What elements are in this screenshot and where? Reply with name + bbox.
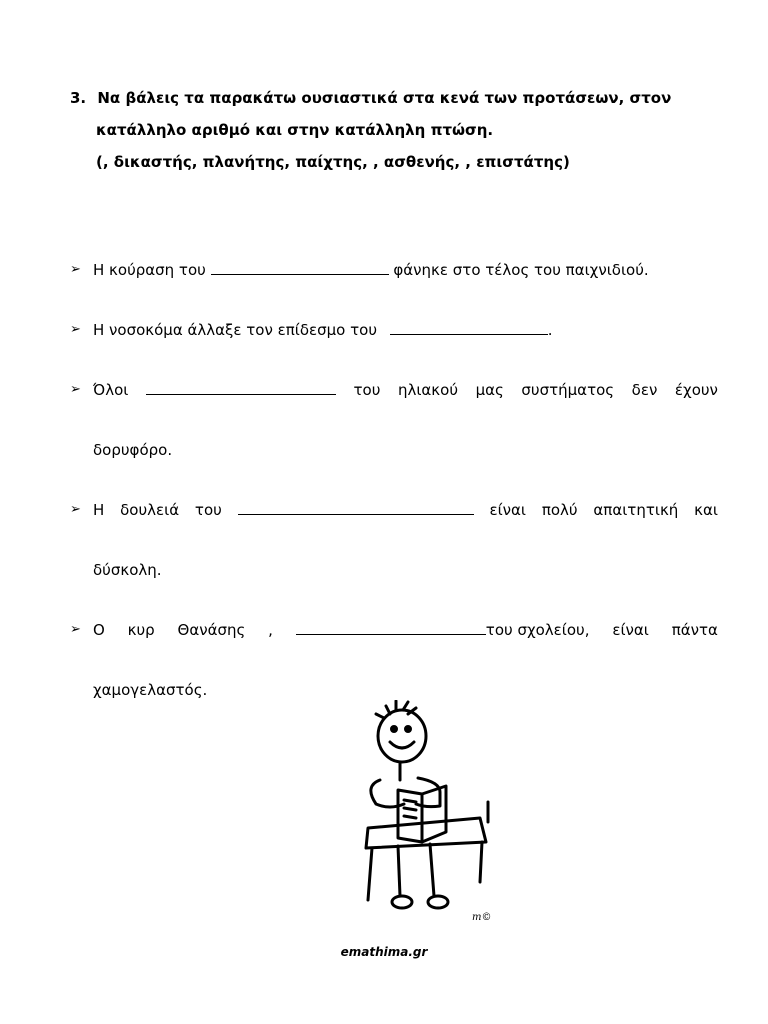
instruction-line-2: κατάλληλο αριθμό και στην κατάλληλη πτώση. (96, 121, 494, 139)
sentence-item-5: ➢ Ο κυρ Θανάσης , του σχολείου, είναι πάντα χαμογελαστός. (70, 621, 718, 699)
boy-reading-illustration (350, 700, 510, 932)
sentence-item-4: ➢ Η δουλειά του είναι πολύ απαιτητική και δύσκολη. (70, 501, 718, 579)
answer-blank[interactable] (211, 260, 389, 275)
arrow-bullet-icon: ➢ (70, 382, 81, 397)
answer-blank[interactable] (390, 320, 548, 335)
sentence-item-3: ➢ Όλοι του ηλιακού μας συστήματος δεν έχουν δορυφόρο. (70, 381, 718, 459)
word-list: (, δικαστής, πλανήτης, παίχτης, , ασθενής, , επιστάτης) (96, 153, 570, 171)
answer-blank[interactable] (238, 500, 474, 515)
arrow-bullet-icon: ➢ (70, 622, 81, 637)
arrow-bullet-icon: ➢ (70, 262, 81, 277)
instruction-line-1: 3. Να βάλεις τα παρακάτω ουσιαστικά στα κενά των προτάσεων, στον (70, 89, 672, 107)
exercise-number: 3. (70, 89, 87, 107)
arrow-bullet-icon: ➢ (70, 322, 81, 337)
illustration-signature: m© (472, 912, 492, 923)
footer-site-label: emathima.gr (340, 945, 428, 959)
answer-blank[interactable] (146, 380, 336, 395)
arrow-bullet-icon: ➢ (70, 502, 81, 517)
sentence-item-2: ➢ Η νοσοκόμα άλλαξε τον επίδεσμο του . (70, 321, 553, 339)
sentence-item-1: ➢ Η κούραση του φάνηκε στο τέλος του παιχνιδιού. (70, 261, 649, 279)
answer-blank[interactable] (296, 620, 486, 635)
exercise-instruction (70, 82, 718, 178)
